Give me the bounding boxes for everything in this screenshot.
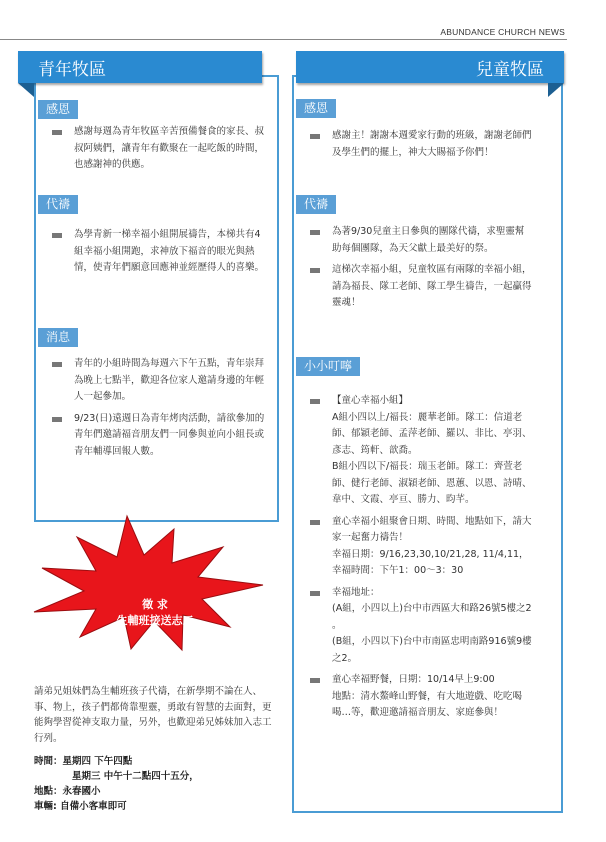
- header-divider: [0, 39, 567, 40]
- bullet-icon: [310, 678, 320, 683]
- list-item: 感謝每週為青年牧區辛苦預備餐食的家長、叔叔阿姨們，讓青年有歡聚在一起吃飯的時間，也感謝神的供應。: [52, 124, 270, 174]
- list-item: 童心幸福小組聚會日期、時間、地點如下，請大家一起奮力禱告！ 幸福日期：9/16,23,30,10/21,28, 11/4,11，幸福時間：下午1：00～3：30: [310, 514, 532, 580]
- time-line-2: 星期三 中午十二點四十五分，: [72, 771, 199, 782]
- list-item: 為學青新一梯幸福小組開展禱告，本梯共有4組幸福小組開跑，求神放下福音的眼光與熱情，使青年們願意回應神並經歷得人的喜樂。: [52, 227, 270, 277]
- list-item: 【童心幸福小組】 A組小四以上/福長：麗華老師。隊工：信道老師、郁穎老師、孟萍老師、羅以、非比、亭羽、彥志、筠軒、歆喬。 B組小四以下/福長：瑞玉老師。隊工：齊萱老師、健行老師、淑穎老師、恩蕙、以恩、詩晴、韋中、文霞、亭亘、勝力、昀芊。: [310, 393, 532, 509]
- list-item: 9/23(日)遠週日為青年烤肉活動，請欲參加的青年們邀請福音朋友們一同參與並向小組長或青年輔導回報人數。: [52, 411, 270, 461]
- bullet-icon: [52, 417, 62, 422]
- bullet-icon: [52, 362, 62, 367]
- youth-banner: [18, 51, 262, 83]
- children-thanks-list: [310, 128, 532, 166]
- youth-prayer-tag: 代禱: [38, 195, 78, 214]
- bullet-icon: [310, 399, 320, 404]
- children-reminders-tag: 小小叮嚀: [296, 357, 360, 376]
- volunteer-description: 請弟兄姐妹們為生輔班孩子代禱，在新學期不論在人、事、物上，孩子們都倚靠聖靈，勇敢有智慧的去面對，更能夠學習從神支取力量，另外，也歡迎弟兄姊妹加入志工行列。: [34, 686, 272, 744]
- list-item: 為著9/30兒童主日參與的團隊代禱，求聖靈幫助每個團隊，為天父獻上最美好的祭。: [310, 224, 532, 257]
- starburst-shape: [34, 516, 263, 650]
- youth-banner-title: 青年牧區: [38, 59, 106, 80]
- list-item: 童心幸福野餐，日期：10/14早上9:00 地點：清水鰲峰山野餐，有大地遊戲、吃吃喝喝…等，歡迎邀請福音朋友、家庭參與！: [310, 672, 532, 722]
- bullet-icon: [310, 268, 320, 273]
- list-item: 這梯次幸福小組，兒童牧區有兩隊的幸福小組，請為福長、隊工老師、隊工學生禱告，一起贏得靈魂！: [310, 262, 532, 312]
- bullet-icon: [52, 233, 62, 238]
- bullet-icon: [310, 134, 320, 139]
- volunteer-details: [34, 754, 199, 814]
- bullet-icon: [52, 130, 62, 135]
- children-thanks-tag: 感恩: [296, 99, 336, 118]
- bullet-icon: [310, 230, 320, 235]
- list-item: 青年的小組時間為每週六下午五點，青年崇拜為晚上七點半，歡迎各位家人邀請身邊的年輕人一起參加。: [52, 356, 270, 406]
- newsletter-header: ABUNDANCE CHURCH NEWS: [440, 27, 565, 37]
- place-line: 地點：永春國小: [34, 786, 101, 797]
- children-prayer-list: [310, 224, 532, 317]
- youth-thanks-list: [52, 124, 270, 179]
- volunteer-starburst: [32, 513, 265, 653]
- bullet-icon: [310, 591, 320, 596]
- volunteer-burst-text: 徵 求 生輔班接送志工: [116, 598, 194, 627]
- children-banner-title: 兒童牧區: [476, 59, 544, 80]
- list-item: 感謝主！謝謝本週愛家行動的班級，謝謝老師們及學生們的擺上，神大大賜福予你們！: [310, 128, 532, 161]
- bullet-icon: [310, 520, 320, 525]
- youth-news-list: [52, 356, 270, 465]
- list-item: 幸福地址： (A組，小四以上)台中市西區大和路26號5樓之2 。 (B組，小四以下)台中市南區忠明南路916號9樓之2。: [310, 585, 532, 668]
- youth-prayer-list: [52, 227, 270, 282]
- children-banner: [296, 51, 564, 83]
- vehicle-line: 車輛: 自備小客車即可: [34, 801, 127, 812]
- youth-thanks-tag: 感恩: [38, 100, 78, 119]
- children-reminders-list: [310, 393, 532, 727]
- youth-news-tag: 消息: [38, 328, 78, 347]
- time-line-1: 時間：星期四 下午四點: [34, 756, 133, 767]
- children-prayer-tag: 代禱: [296, 195, 336, 214]
